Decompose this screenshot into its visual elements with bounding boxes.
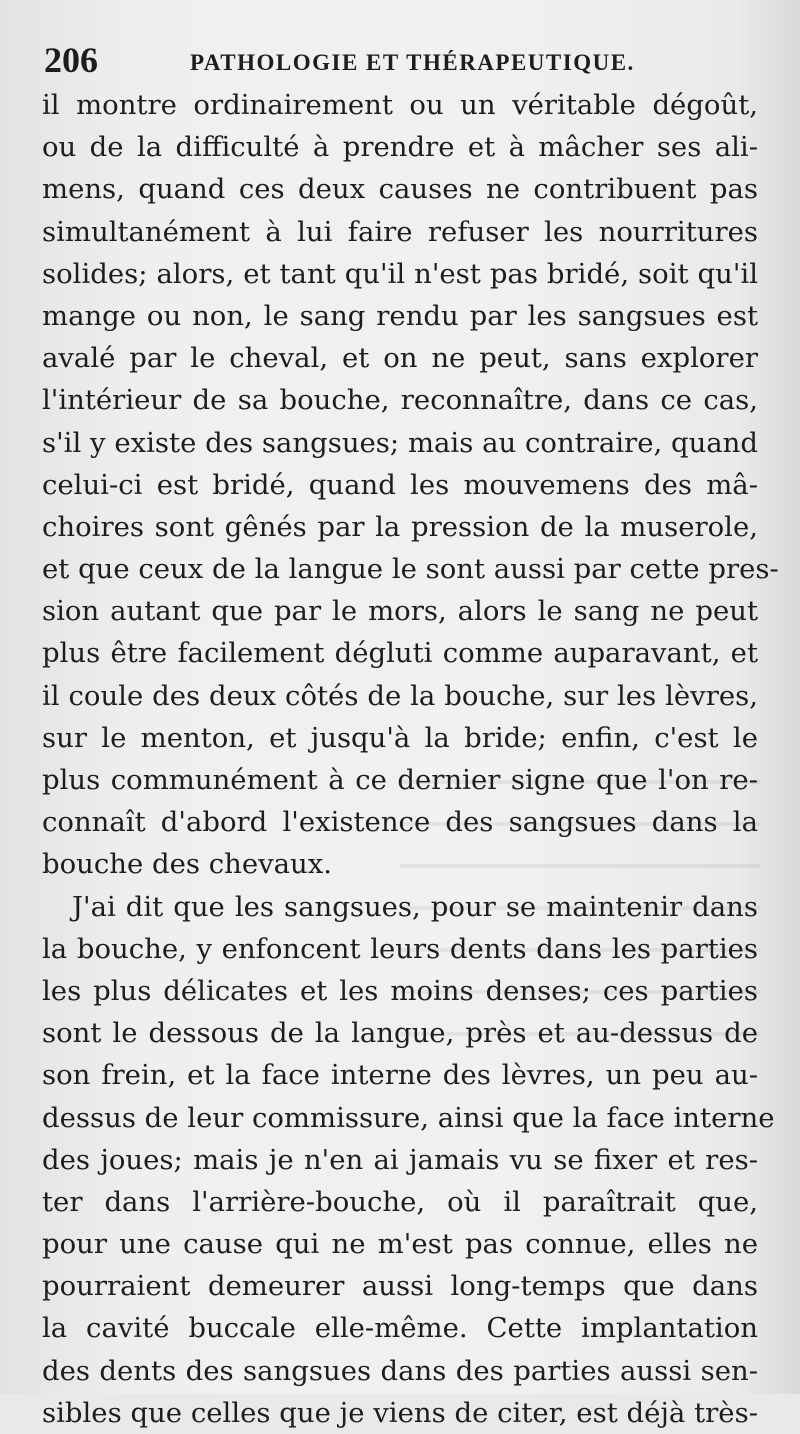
paragraph-end-line: bouche des chevaux. [42, 848, 333, 881]
text-line: avalé par le cheval, et on ne peut, sans explorer [42, 342, 758, 375]
text-line: des dents des sangsues dans des parties aussi sen- [42, 1354, 758, 1387]
text-line: plus communément à ce dernier signe que l'on re- [42, 764, 758, 796]
page-number: 206 [44, 40, 98, 80]
text-line: solides; alors, et tant qu'il n'est pas bridé, soit qu'il [42, 257, 758, 290]
text-line: l'intérieur de sa bouche, reconnaître, dans ce cas, [42, 384, 758, 417]
text-line: sont le dessous de la langue, près et au-dessus de [42, 1017, 758, 1050]
text-line: s'il y existe des sangsues; mais au contraire, quand [42, 426, 758, 459]
text-line: sion autant que par le mors, alors le sang ne peut [42, 595, 758, 628]
text-line: il montre ordinairement ou un véritable dégoût, [42, 89, 758, 121]
text-line: choires sont gênés par la pression de la muserole, [42, 510, 758, 543]
text-line: celui-ci est bridé, quand les mouvemens des mâ- [42, 468, 758, 501]
paragraph-start-line: J'ai dit que les sangsues, pour se maintenir dans [72, 890, 758, 923]
text-line: connaît d'abord l'existence des sangsues dans la [42, 806, 758, 839]
text-line: sur le menton, et jusqu'à la bride; enfin, c'est le [42, 721, 758, 754]
text-line: mange ou non, le sang rendu par les sangsues est [42, 299, 758, 332]
text-line: ter dans l'arrière-bouche, où il paraîtrait que, [42, 1185, 758, 1218]
text-line: des joues; mais je n'en ai jamais vu se fixer et res- [42, 1143, 758, 1176]
page-header [44, 40, 764, 84]
text-line: pourraient demeurer aussi long-temps que dans [42, 1270, 758, 1303]
text-line: la cavité buccale elle-même. Cette implantation [42, 1312, 758, 1345]
text-line: sibles que celles que je viens de citer, est déjà très- [42, 1396, 758, 1429]
text-line: ou de la difficulté à prendre et à mâcher ses ali- [42, 131, 758, 164]
text-line: son frein, et la face interne des lèvres, un peu au- [42, 1059, 758, 1092]
text-line: il coule des deux côtés de la bouche, sur les lèvres, [42, 679, 758, 712]
text-line: plus être facilement dégluti comme auparavant, et [42, 637, 758, 670]
text-line: simultanément à lui faire refuser les nourritures [42, 215, 758, 248]
body-text [42, 84, 779, 1434]
text-line: pour une cause qui ne m'est pas connue, elles ne [42, 1228, 758, 1261]
running-head: PATHOLOGIE ET THÉRAPEUTIQUE. [190, 50, 635, 75]
text-line: dessus de leur commissure, ainsi que la face interne [42, 1101, 775, 1134]
text-line: et que ceux de la langue le sont aussi par cette pres- [42, 553, 779, 586]
text-line: les plus délicates et les moins denses; ces parties [42, 974, 758, 1007]
text-line: mens, quand ces deux causes ne contribuent pas [42, 173, 758, 206]
text-line: la bouche, y enfoncent leurs dents dans les parties [42, 932, 758, 965]
